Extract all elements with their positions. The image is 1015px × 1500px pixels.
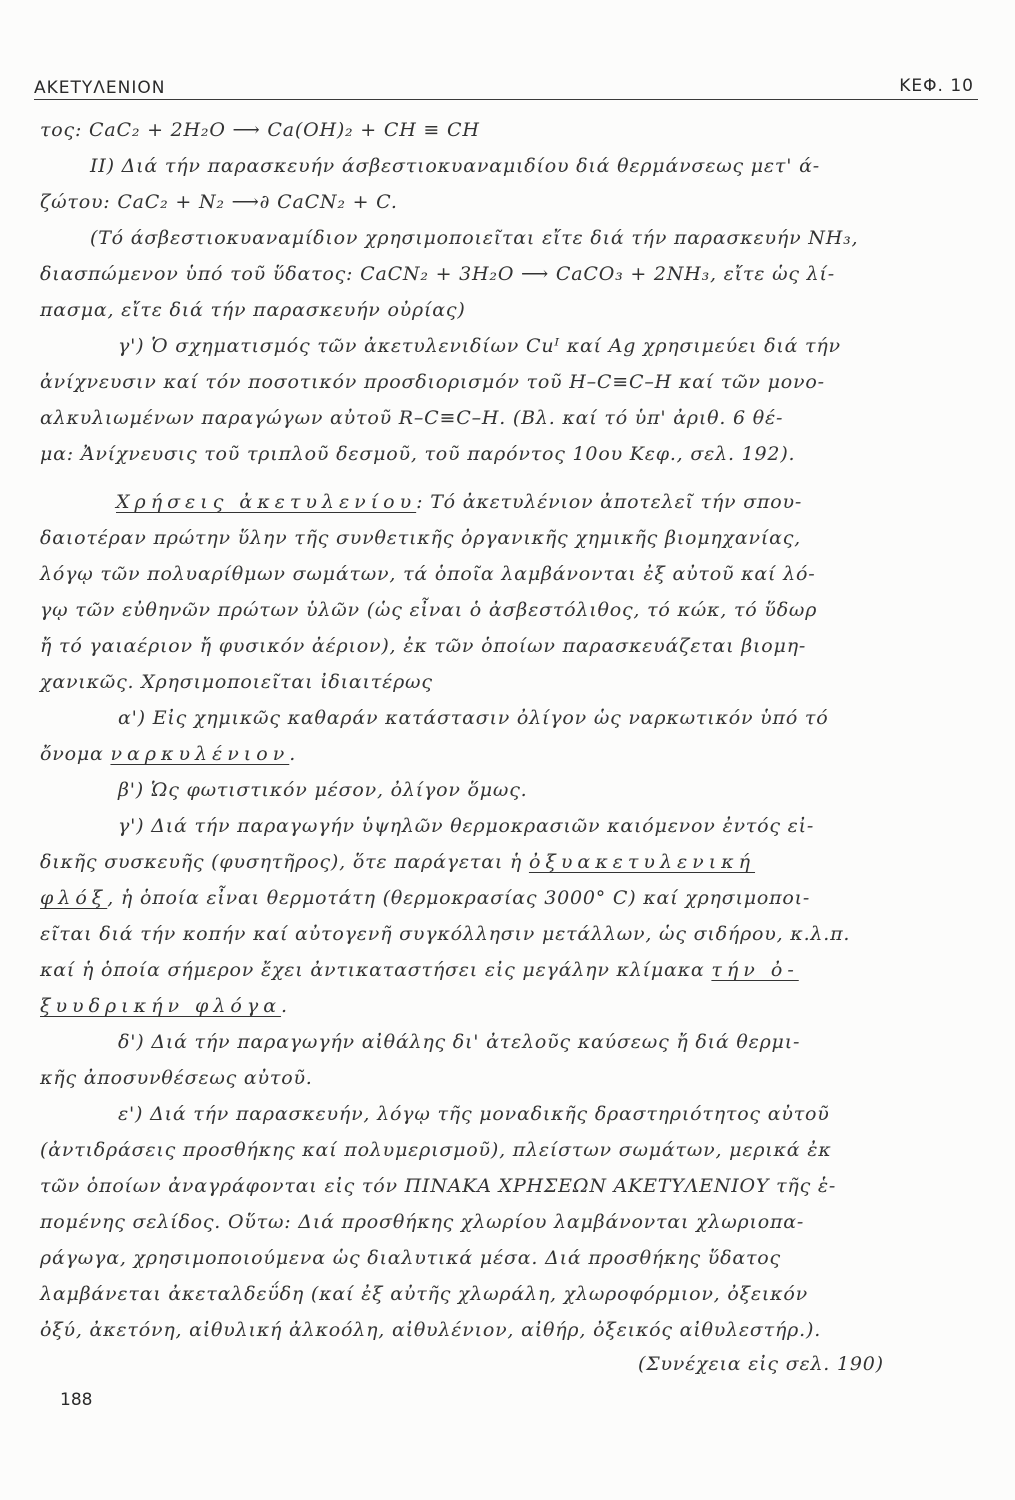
text-line (40, 886, 810, 910)
term-oxyhydrogen-a: τήν ὀ- (711, 959, 799, 981)
text-line: διασπώμενον ὑπό τοῦ ὕδατος: CaCN₂ + 3H₂O ⟶ CaCO₃ + 2NH₃, εἴτε ὡς λί- (40, 263, 835, 285)
text-line (40, 958, 799, 982)
text-line: ε') Διά τήν παρασκευήν, λόγῳ τῆς μοναδικῆς δραστηριότητος αὐτοῦ (118, 1103, 830, 1125)
text-line: α') Εἰς χημικῶς καθαράν κατάστασιν ὀλίγον ὡς ναρκωτικόν ὑπό τό (118, 707, 829, 729)
chapter-number: ΚΕΦ. 10 (899, 76, 974, 96)
text-line (40, 994, 288, 1018)
header-rule (34, 99, 978, 100)
text-run: ὄνομα (40, 743, 111, 765)
text-line: γ') Ὁ σχηματισμός τῶν ἀκετυλενιδίων Cuᴵ καί Ag χρησιμεύει διά τήν (118, 335, 841, 357)
text-line: χανικῶς. Χρησιμοποιεῖται ἰδιαιτέρως (40, 671, 433, 693)
text-line (40, 742, 296, 766)
text-line: μα: Ἀνίχνευσις τοῦ τριπλοῦ δεσμοῦ, τοῦ παρόντος 10ου Κεφ., σελ. 192). (40, 443, 796, 465)
text-run: , ἡ ὁποία εἶναι θερμοτάτη (θερμοκρασίας 3000° C) καί χρησιμοποι- (107, 887, 811, 909)
text-line: (Τό άσβεστιοκυαναμίδιον χρησιμοποιεῖται εἴτε διά τήν παρασκευήν NH₃, (90, 227, 859, 249)
page-header (34, 72, 980, 102)
text-run: δικῆς συσκευῆς (φυσητῆρος), ὅτε παράγεται ἡ (40, 851, 529, 873)
text-line: II) Διά τήν παρασκευήν άσβεστιοκυαναμιδίου διά θερμάνσεως μετ' ά- (90, 155, 820, 177)
text-line: πασμα, εἴτε διά τήν παρασκευήν οὐρίας) (40, 299, 466, 321)
text-line: (ἀντιδράσεις προσθήκης καί πολυμερισμοῦ), πλείστων σωμάτων, μερικά ἐκ (40, 1139, 832, 1161)
text-line: γῳ τῶν εὐθηνῶν πρώτων ὑλῶν (ὡς εἶναι ὁ ἀσβεστόλιθος, τό κώκ, τό ὕδωρ (40, 599, 818, 621)
term-narkylenion: ναρκυλένιον (110, 743, 290, 765)
term-oxyacetylene: ὀξυακετυλενική (528, 851, 756, 873)
text-line: ζώτου: CaC₂ + N₂ ⟶∂ CaCN₂ + C. (40, 191, 398, 213)
text-line: τος: CaC₂ + 2H₂O ⟶ Ca(OH)₂ + CH ≡ CH (40, 119, 480, 141)
text-line: κῆς ἀποσυνθέσεως αὐτοῦ. (40, 1067, 313, 1089)
text-line: εῖται διά τήν κοπήν καί αὐτογενῆ συγκόλλησιν μετάλλων, ὡς σιδήρου, κ.λ.π. (40, 923, 851, 945)
text-line: ὀξύ, ἀκετόνη, αἰθυλική ἀλκοόλη, αἰθυλένιον, αἰθήρ, ὀξεικός αἰθυλεστήρ.). (40, 1319, 822, 1341)
text-line: ἀνίχνευσιν καί τόν ποσοτικόν προσδιορισμόν τοῦ H–C≡C–H καί τῶν μονο- (40, 371, 825, 393)
text-line: γ') Διά τήν παραγωγήν ὑψηλῶν θερμοκρασιῶν καιόμενον ἐντός εἰ- (118, 815, 815, 837)
text-line: λόγῳ τῶν πολυαρίθμων σωμάτων, τά ὁποῖα λαμβάνονται ἐξ αὐτοῦ καί λό- (40, 563, 816, 585)
text-line: τῶν ὁποίων ἀναγράφονται εἰς τόν ΠΙΝΑΚΑ ΧΡΗΣΕΩΝ ΑΚΕΤΥΛΕΝΙΟΥ τῆς ἑ- (40, 1175, 837, 1197)
chapter-title: ΑΚΕΤΥΛΕΝΙΟΝ (34, 78, 166, 98)
term-flame: φλόξ (40, 887, 108, 909)
section-heading-uses: Χρήσεις ἀκετυλενίου (116, 491, 417, 513)
term-oxyhydrogen-b: ξυυδρικήν φλόγα (40, 995, 282, 1017)
text-run: : Τό ἀκετυλένιον ἀποτελεῖ τήν σπου- (416, 491, 803, 513)
text-run: καί ἡ ὁποία σήμερον ἔχει ἀντικαταστήσει εἰς μεγάλην κλίμακα (40, 959, 712, 981)
text-line: αλκυλιωμένων παραγώγων αὐτοῦ R–C≡C–H. (Βλ. καί τό ὑπ' ἀριθ. 6 θέ- (40, 407, 784, 429)
text-line: λαμβάνεται ἀκεταλδεΰδη (καί ἐξ αὐτῆς χλωράλη, χλωροφόρμιον, ὀξεικόν (40, 1283, 808, 1305)
page-number: 188 (60, 1390, 93, 1410)
text-line (116, 490, 802, 514)
continuation-note: (Συνέχεια εἰς σελ. 190) (638, 1353, 884, 1375)
text-line: ἤ τό γαιαέριον ἤ φυσικόν ἀέριον), ἐκ τῶν ὁποίων παρασκευάζεται βιομη- (40, 635, 807, 657)
text-line: δ') Διά τήν παραγωγήν αἰθάλης δι' ἀτελοῦς καύσεως ἤ διά θερμι- (118, 1031, 801, 1053)
text-line: πομένης σελίδος. Οὕτω: Διά προσθήκης χλωρίου λαμβάνονται χλωριοπα- (40, 1211, 805, 1233)
text-line (40, 850, 755, 874)
text-line: ράγωγα, χρησιμοποιούμενα ὡς διαλυτικά μέσα. Διά προσθήκης ὕδατος (40, 1247, 781, 1269)
text-line: δαιοτέραν πρώτην ὕλην τῆς συνθετικῆς ὀργανικῆς χημικῆς βιομηχανίας, (40, 527, 802, 549)
text-run: . (281, 995, 288, 1017)
text-run: . (289, 743, 297, 765)
text-line: β') Ὡς φωτιστικόν μέσον, ὀλίγον ὅμως. (118, 779, 528, 801)
